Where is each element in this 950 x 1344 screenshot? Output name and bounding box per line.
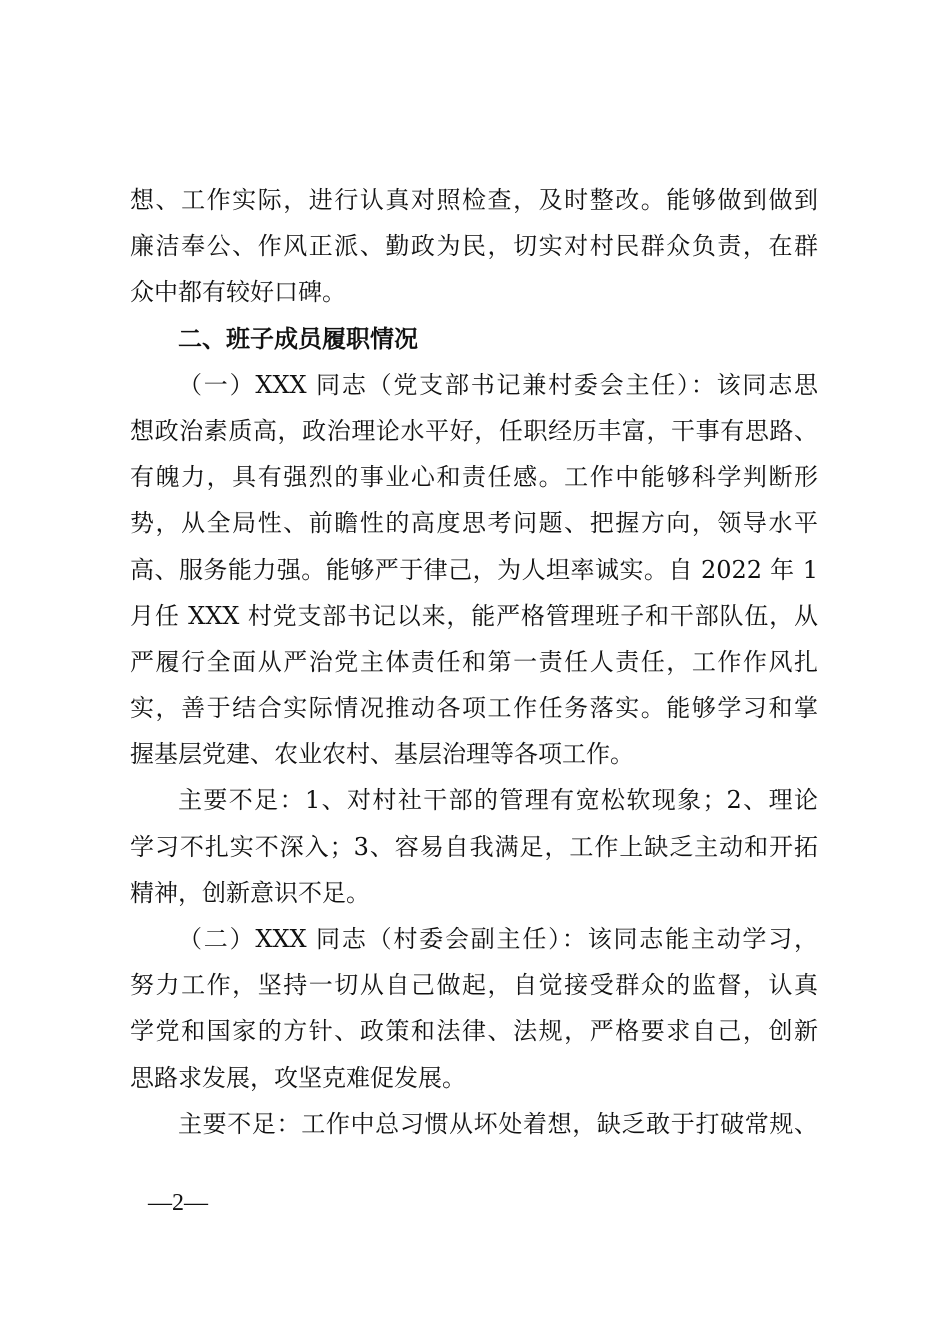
text-line: 势，从全局性、前瞻性的高度思考问题、把握方向，领导水平: [130, 509, 818, 538]
page-number: —2—: [148, 1190, 208, 1216]
paragraph: [130, 1101, 818, 1147]
text-line: 思路求发展，攻坚克难促发展。: [130, 1063, 466, 1092]
text-line: 实，善于结合实际情况推动各项工作任务落实。能够学习和掌: [130, 694, 818, 723]
document-body: [130, 177, 818, 1147]
paragraph: [130, 916, 818, 1101]
section-heading: [130, 316, 818, 362]
paragraph: [130, 777, 818, 916]
paragraph: [130, 362, 818, 778]
text-line: 二、班子成员履职情况: [178, 324, 418, 353]
text-line: 想、工作实际，进行认真对照检查，及时整改。能够做到做到: [130, 186, 818, 214]
text-line: （一）XXX 同志（党支部书记兼村委会主任）：该同志思: [178, 370, 818, 399]
text-line: 严履行全面从严治党主体责任和第一责任人责任，工作作风扎: [130, 647, 818, 676]
text-line: 学习不扎实不深入；3、容易自我满足，工作上缺乏主动和开拓: [130, 832, 818, 861]
text-line: 精神，创新意识不足。: [130, 878, 370, 907]
text-line: 握基层党建、农业农村、基层治理等各项工作。: [130, 740, 634, 769]
text-line: 廉洁奉公、作风正派、勤政为民，切实对村民群众负责，在群: [130, 232, 818, 261]
text-line: 月任 XXX 村党支部书记以来，能严格管理班子和干部队伍，从: [130, 601, 818, 630]
text-line: 想政治素质高，政治理论水平好，任职经历丰富，干事有思路、: [130, 416, 818, 445]
paragraph: [130, 177, 818, 316]
text-line: 主要不足：1、对村社干部的管理有宽松软现象；2、理论: [178, 786, 818, 815]
text-line: 高、服务能力强。能够严于律己，为人坦率诚实。自 2022 年 1: [130, 555, 818, 584]
text-line: 主要不足：工作中总习惯从坏处着想，缺乏敢于打破常规、: [178, 1109, 818, 1138]
text-line: 学党和国家的方针、政策和法律、法规，严格要求自己，创新: [130, 1017, 818, 1046]
text-line: 努力工作，坚持一切从自己做起，自觉接受群众的监督，认真: [130, 971, 818, 1000]
text-line: （二）XXX 同志（村委会副主任）：该同志能主动学习，: [178, 925, 818, 953]
text-line: 有魄力，具有强烈的事业心和责任感。工作中能够科学判断形: [130, 463, 818, 492]
text-line: 众中都有较好口碑。: [130, 278, 346, 307]
